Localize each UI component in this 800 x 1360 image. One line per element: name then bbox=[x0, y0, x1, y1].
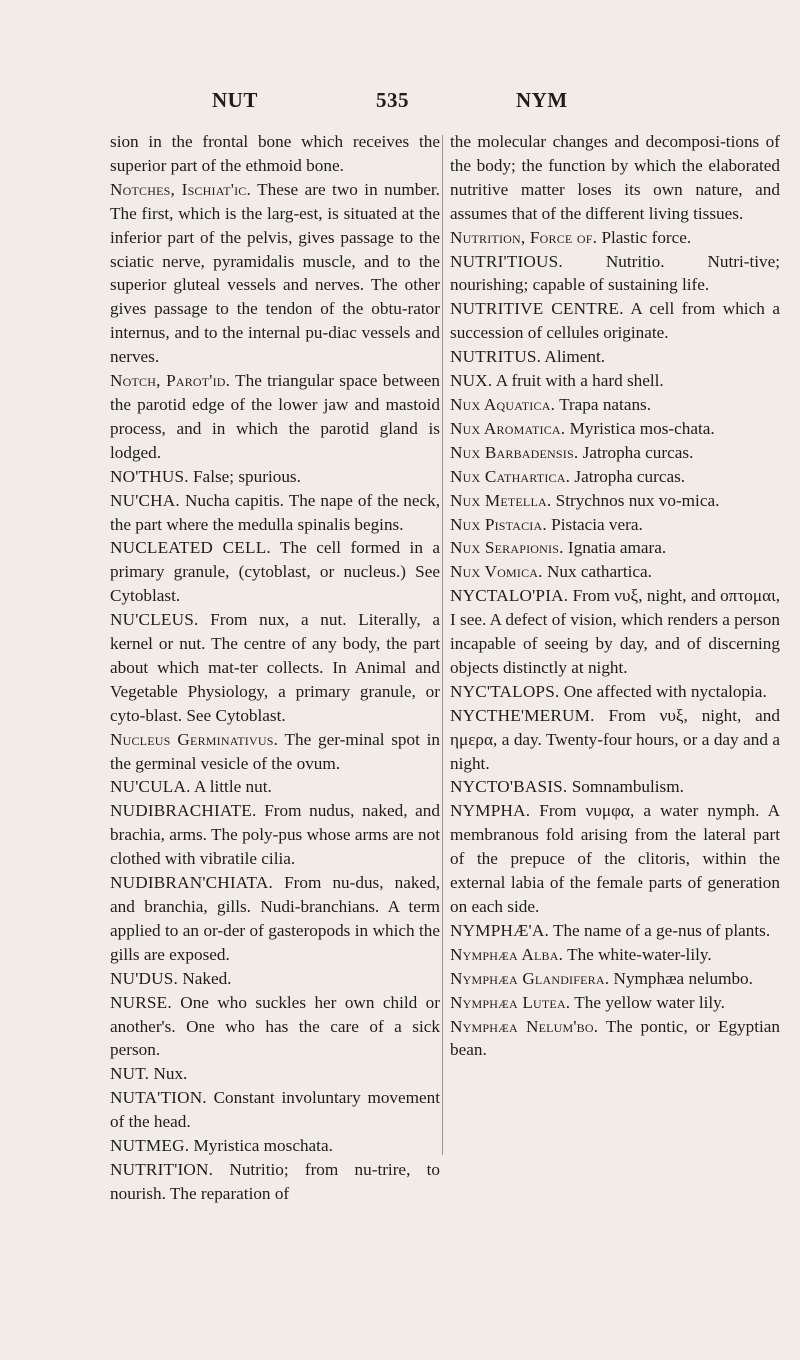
dictionary-entry bbox=[110, 1158, 440, 1206]
dictionary-entry bbox=[450, 560, 780, 584]
entry-definition: From nudus, naked, and brachia, arms. The poly-pus whose arms are not clothed with vibratile cilia. bbox=[110, 801, 440, 869]
entry-headword: Notch, Parot'id. bbox=[110, 371, 231, 391]
dictionary-entry bbox=[450, 465, 780, 489]
dictionary-entry bbox=[110, 1086, 440, 1134]
entry-definition: One affected with nyctalopia. bbox=[559, 681, 767, 701]
dictionary-entry bbox=[110, 465, 440, 489]
header-right-guide-word: NYM bbox=[516, 88, 568, 112]
header-left-guide-word: NUT bbox=[212, 88, 258, 112]
entry-headword: NU'CHA. bbox=[110, 490, 180, 510]
entry-headword: NUTRITUS. bbox=[450, 347, 542, 367]
entry-headword: NUT. bbox=[110, 1064, 150, 1084]
dictionary-entry bbox=[110, 871, 440, 967]
entry-headword: NUTRI'TIOUS. bbox=[450, 251, 563, 271]
entry-definition: From nux, a nut. Literally, a kernel or nut. The centre of any body, the part about which mat-ter collects. In Animal and Vegetable Physiology, a primary granule, or cyto-blast. See Cytoblast. bbox=[110, 610, 440, 725]
dictionary-entry bbox=[450, 943, 780, 967]
entry-headword: NU'CULA. bbox=[110, 777, 191, 797]
entry-headword: NO'THUS. bbox=[110, 466, 189, 486]
entry-headword: Nux Vomica. bbox=[450, 562, 543, 582]
column-divider bbox=[442, 135, 443, 1155]
entry-headword: Nux Cathartica. bbox=[450, 466, 571, 486]
dictionary-entry bbox=[450, 393, 780, 417]
dictionary-entry bbox=[110, 991, 440, 1063]
entry-definition: The ger-minal spot in the germinal vesicle of the ovum. bbox=[110, 729, 441, 773]
entry-definition: Myristica moschata. bbox=[189, 1136, 333, 1156]
entry-definition: A fruit with a hard shell. bbox=[492, 371, 664, 391]
entry-definition: Nutritio. Nutri-tive; nourishing; capable of sustaining life. bbox=[450, 251, 780, 295]
entry-definition: Trapa natans. bbox=[555, 394, 652, 414]
dictionary-entry bbox=[110, 489, 440, 537]
left-column bbox=[110, 130, 440, 1206]
entry-definition: The pontic, or Egyptian bean. bbox=[450, 1016, 780, 1060]
entry-headword: Nymphæa Nelum'bo. bbox=[450, 1016, 599, 1036]
entry-headword: NUTMEG. bbox=[110, 1136, 190, 1156]
entry-definition: These are two in number. The first, which is the larg-est, is situated at the inferior part of the pelvis, gives passage to the sciatic nerve, pyramidalis muscle, and to the superior gluteal vessels and nerves. The other gives passage to the tendon of the obtu-rator internus, and to the internal pu-diac vessels and nerves. bbox=[110, 179, 440, 367]
dictionary-entry bbox=[450, 991, 780, 1015]
dictionary-entry bbox=[110, 536, 440, 608]
dictionary-entry bbox=[450, 704, 780, 776]
entry-definition: Constant involuntary movement of the head. bbox=[110, 1088, 440, 1132]
dictionary-entry bbox=[450, 967, 780, 991]
entry-headword: NYCTO'BASIS. bbox=[450, 777, 568, 797]
entry-headword: Nux Metella. bbox=[450, 490, 552, 510]
entry-definition: Myristica mos-chata. bbox=[565, 418, 715, 438]
entry-headword: Nux Pistacia. bbox=[450, 514, 547, 534]
entry-definition: From νυξ, night, and οπτομαι, I see. A defect of vision, which renders a person incapable of seeing by day, and of discerning objects distinctly at night. bbox=[450, 586, 780, 677]
dictionary-entry bbox=[450, 489, 780, 513]
entry-headword: NUDIBRAN'CHIATA. bbox=[110, 873, 273, 893]
entry-definition: A little nut. bbox=[190, 777, 272, 797]
entry-definition: Strychnos nux vo-mica. bbox=[551, 490, 720, 510]
dictionary-entry bbox=[450, 250, 780, 298]
dictionary-entry bbox=[110, 1134, 440, 1158]
entry-headword: NUDIBRACHIATE. bbox=[110, 801, 257, 821]
dictionary-entry bbox=[450, 799, 780, 919]
dictionary-entry bbox=[110, 967, 440, 991]
entry-definition: The name of a ge-nus of plants. bbox=[548, 920, 771, 940]
entry-definition: Jatropha curcas. bbox=[570, 466, 686, 486]
entry-definition: the molecular changes and decomposi-tions of the body; the function by which the elaborated nutritive matter loses its own nature, and assumes that of the different living tissues. bbox=[450, 132, 780, 223]
entry-definition: Naked. bbox=[178, 968, 232, 988]
entry-definition: From nu-dus, naked, and branchia, gills. Nudi-branchians. A term applied to an or-der of gasteropods in which the gills are exposed. bbox=[110, 873, 440, 964]
dictionary-entry bbox=[450, 130, 780, 226]
entry-definition: One who suckles her own child or another's. One who has the care of a sick person. bbox=[110, 992, 440, 1060]
entry-definition: Pistacia vera. bbox=[546, 514, 643, 534]
entry-headword: Notches, Ischiat'ic. bbox=[110, 179, 251, 199]
entry-definition: Nutritio; from nu-trire, to nourish. The reparation of bbox=[110, 1159, 440, 1203]
entry-headword: Nux Barbadensis. bbox=[450, 442, 579, 462]
dictionary-entry bbox=[110, 178, 440, 369]
entry-headword: NURSE. bbox=[110, 992, 172, 1012]
entry-headword: NUX. bbox=[450, 371, 493, 391]
entry-headword: NU'DUS. bbox=[110, 968, 179, 988]
dictionary-entry bbox=[450, 417, 780, 441]
entry-definition: Nux. bbox=[149, 1064, 188, 1084]
entry-definition: Nux cathartica. bbox=[542, 562, 652, 582]
dictionary-entry bbox=[110, 130, 440, 178]
entry-headword: NUTA'TION. bbox=[110, 1088, 207, 1108]
entry-definition: The triangular space between the parotid edge of the lower jaw and mastoid process, and in which the parotid gland is lodged. bbox=[110, 371, 440, 462]
entry-headword: NUCLEATED CELL. bbox=[110, 538, 271, 558]
dictionary-entry bbox=[110, 728, 440, 776]
entry-headword: NYMPHÆ'A. bbox=[450, 920, 549, 940]
running-head bbox=[0, 88, 800, 118]
entry-headword: NU'CLEUS. bbox=[110, 610, 199, 630]
entry-headword: NYCTALO'PIA. bbox=[450, 586, 569, 606]
entry-headword: NUTRIT'ION. bbox=[110, 1159, 214, 1179]
entry-definition: Aliment. bbox=[541, 347, 606, 367]
dictionary-entry bbox=[450, 345, 780, 369]
entry-definition: Nucha capitis. The nape of the neck, the part where the medulla spinalis begins. bbox=[110, 490, 440, 534]
entry-definition: Ignatia amara. bbox=[563, 538, 667, 558]
entry-definition: Nymphæa nelumbo. bbox=[609, 968, 753, 988]
entry-definition: From νυμφα, a water nymph. A membranous fold arising from the lateral part of the prepuce of the clitoris, within the external labia of the female parts of generation on each side. bbox=[450, 801, 780, 916]
entry-definition: A cell from which a succession of cellules originate. bbox=[450, 299, 780, 343]
entry-headword: NYMPHA. bbox=[450, 801, 531, 821]
entry-definition: Jatropha curcas. bbox=[578, 442, 694, 462]
entry-headword: Nymphæa Alba. bbox=[450, 944, 564, 964]
dictionary-entry bbox=[450, 441, 780, 465]
dictionary-entry bbox=[450, 513, 780, 537]
page-number: 535 bbox=[376, 88, 409, 112]
entry-headword: NYC'TALOPS. bbox=[450, 681, 560, 701]
entry-definition: The yellow water lily. bbox=[570, 992, 725, 1012]
entry-definition: From νυξ, night, and ημερα, a day. Twenty-four hours, or a day and a night. bbox=[450, 705, 780, 773]
dictionary-entry bbox=[110, 799, 440, 871]
right-column bbox=[450, 130, 780, 1062]
dictionary-entry bbox=[450, 1015, 780, 1063]
dictionary-entry bbox=[450, 775, 780, 799]
entry-definition: Plastic force. bbox=[597, 227, 692, 247]
dictionary-entry bbox=[450, 536, 780, 560]
entry-headword: NUTRITIVE CENTRE. bbox=[450, 299, 624, 319]
entry-headword: Nucleus Germinativus. bbox=[110, 729, 279, 749]
entry-definition: The white-water-lily. bbox=[563, 944, 712, 964]
dictionary-entry bbox=[450, 297, 780, 345]
dictionary-entry bbox=[450, 226, 780, 250]
dictionary-entry bbox=[110, 369, 440, 465]
entry-headword: Nymphæa Lutea. bbox=[450, 992, 571, 1012]
dictionary-entry bbox=[450, 369, 780, 393]
entry-definition: sion in the frontal bone which receives the superior part of the ethmoid bone. bbox=[110, 132, 440, 175]
entry-definition: False; spurious. bbox=[188, 466, 301, 486]
dictionary-entry bbox=[450, 680, 780, 704]
entry-headword: Nux Serapionis. bbox=[450, 538, 564, 558]
entry-headword: Nymphæa Glandifera. bbox=[450, 968, 610, 988]
dictionary-entry bbox=[110, 1062, 440, 1086]
entry-headword: Nux Aromatica. bbox=[450, 418, 566, 438]
entry-headword: Nutrition, Force of. bbox=[450, 227, 598, 247]
dictionary-entry bbox=[450, 584, 780, 680]
entry-definition: The cell formed in a primary granule, (cytoblast, or nucleus.) See Cytoblast. bbox=[110, 538, 440, 606]
entry-definition: Somnambulism. bbox=[567, 777, 684, 797]
dictionary-entry bbox=[110, 608, 440, 728]
dictionary-entry bbox=[450, 919, 780, 943]
entry-headword: Nux Aquatica. bbox=[450, 394, 556, 414]
dictionary-entry bbox=[110, 775, 440, 799]
entry-headword: NYCTHE'MERUM. bbox=[450, 705, 595, 725]
